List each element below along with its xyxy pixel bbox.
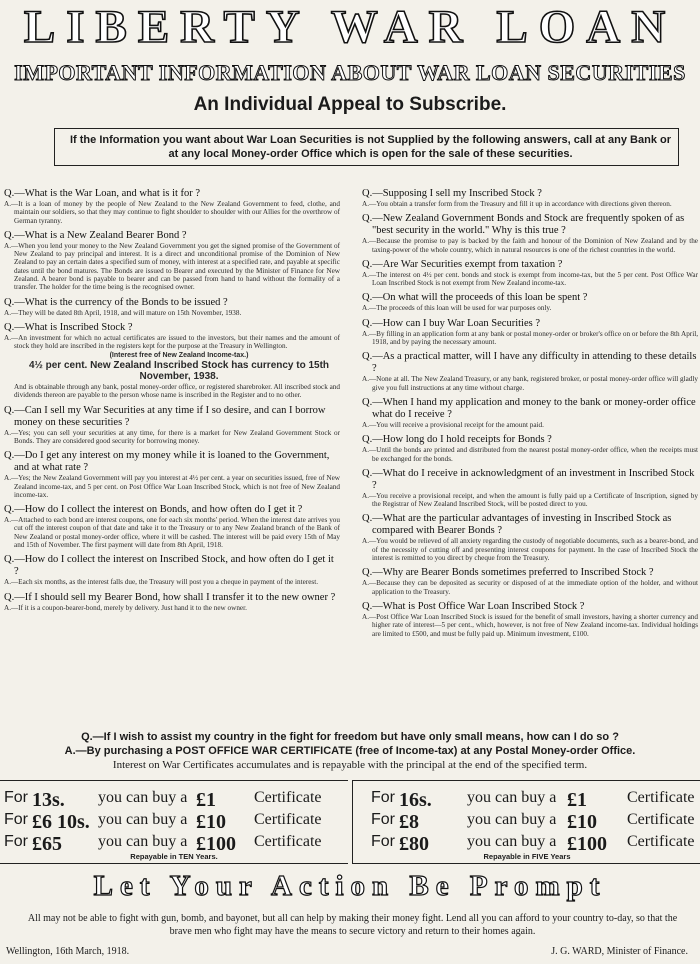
qa-item xyxy=(362,292,698,312)
cert-for-label: For xyxy=(4,789,28,806)
slogan-heading: Let Your Action Be Prompt xyxy=(93,870,607,902)
cert-price: £80 xyxy=(399,833,429,855)
question-text: Q.—New Zealand Government Bonds and Stock are frequently spoken of as "best security in the world." Why is this true ? xyxy=(362,213,685,237)
qa-item xyxy=(4,405,340,446)
certificate-row xyxy=(0,789,348,811)
cert-label: Certificate xyxy=(627,811,695,828)
answer-text: A.—If it is a coupon-bearer-bond, merely by delivery. Just hand it to the new owner. xyxy=(4,603,247,612)
question-text: Q.—Why are Bearer Bonds sometimes preferred to Inscribed Stock ? xyxy=(362,567,654,579)
dateline: Wellington, 16th March, 1918. xyxy=(6,946,130,957)
answer-text: A.—You obtain a transfer form from the Treasury and fill it up in accordance with directions given thereon. xyxy=(362,200,672,208)
cert-label: Certificate xyxy=(627,833,695,850)
qa-item xyxy=(362,601,698,638)
poster-title: LIBERTY WAR LOAN xyxy=(23,1,677,53)
qa-item xyxy=(4,504,340,549)
certificate-row xyxy=(353,789,700,811)
answer-text: A.—Attached to each bond are interest coupons, one for each six months' period. When the interest date arrives you cut off the interest coupon of that date and take it to the Treasury or to any New Zealand branch of the Bank of New Zealand or postal money-order office, where it will be cashed. The interest will be paid every 15th of May and 15th of November. The first payment will date from 8th April, 1918. xyxy=(4,516,340,550)
question-text: Q.—What is the War Loan, and what is it for ? xyxy=(4,188,201,199)
question-text: Q.—On what will the proceeds of this loan be spent ? xyxy=(362,292,588,304)
cert-for-label: For xyxy=(4,811,28,828)
cert-price: 13s. xyxy=(32,789,65,811)
tax-free-note: (Interest free of New Zealand Income-tax.) xyxy=(109,351,249,359)
answer-text: A.—Yes; you can sell your securities at any time, for there is a market for New Zealand Government Stock or Bonds. They are considered good security for borrowing money. xyxy=(4,428,340,445)
cert-price: £6 10s. xyxy=(32,811,90,833)
repayable-term: Repayable in TEN Years. xyxy=(130,852,218,861)
cert-value: £10 xyxy=(196,811,226,833)
question-text: Q.—When I hand my application and money to the bank or money-order office what do I receive ? xyxy=(362,396,696,420)
cert-label: Certificate xyxy=(254,789,322,806)
closing-appeal: All may not be able to fight with gun, bomb, and bayonet, but all can help by making their money fight. Lend all you can afford to your country to-day, so that the brave men who fight may have the means to secure victory and return to their homes again. xyxy=(27,913,678,937)
answer-text: A.—Post Office War Loan Inscribed Stock is issued for the benefit of small investors, having a shorter currency and higher rate of interest—5 per cent., which, however, is not free of New Zealand income-tax. Individual holdings are limited to £500, and must be fully paid up. Minimum investment, £100. xyxy=(362,612,698,638)
inscribed-stock-highlight xyxy=(18,352,340,383)
cert-for-label: For xyxy=(371,811,395,828)
answer-text: A.—The interest on 4½ per cent. bonds and stock is exempt from income-tax, but the 5 per cent. Post Office War Loan Inscribed Stock is not exempt from New Zealand income-tax. xyxy=(362,270,698,288)
answer-text: A.—You would be relieved of all anxiety regarding the custody of negotiable documents, such as a bearer-bond, and of the necessity of cutting off and presenting interest coupons for payment. In the case of Inscribed Stock the interest is remitted to you direct by cheque from the Treasury. xyxy=(362,537,698,563)
qa-item xyxy=(362,434,698,463)
qa-item xyxy=(362,397,698,429)
small-means-question: Q.—If I wish to assist my country in the fight for freedom but have only small means, how can I do so ? xyxy=(81,731,619,743)
cert-buy-text: you can buy a xyxy=(467,811,557,828)
answer-text: A.—None at all. The New Zealand Treasury, or any bank, registered broker, or postal money-order office will gladly give you full instructions at any time without charge. xyxy=(362,375,698,392)
cert-for-label: For xyxy=(4,833,28,850)
cert-for-label: For xyxy=(371,789,395,806)
answer-continued: And is obtainable through any bank, postal money-order office, or registered sharebroker. All inscribed stock and dividends thereon are payable to the person whose name is inscribed in the Register and to no other. xyxy=(14,383,340,400)
qa-item xyxy=(362,259,698,288)
repayable-term: Repayable in FIVE Years xyxy=(483,852,571,861)
cert-value: £10 xyxy=(567,811,597,833)
answer-text: A.—Until the bonds are printed and distributed from the nearest postal money-order office, when the receipts must be exchanged for the bonds. xyxy=(362,446,698,463)
question-text: Q.—What is Post Office War Loan Inscribed Stock ? xyxy=(362,600,585,612)
right-qa-column xyxy=(362,188,698,643)
cert-buy-text: you can buy a xyxy=(467,833,557,850)
answer-text: A.—Because the promise to pay is backed by the faith and honour of the Dominion of New Zealand and by the taxing-power of the whole country, which in natural resources is one of the richest countries in the world. xyxy=(362,237,698,254)
cert-value: £1 xyxy=(567,789,587,811)
cert-buy-text: you can buy a xyxy=(467,789,557,806)
small-means-section xyxy=(0,730,700,758)
question-text: Q.—Do I get any interest on my money while it is loaned to the Government, and at what rate ? xyxy=(4,450,330,474)
qa-item xyxy=(4,188,340,225)
cert-label: Certificate xyxy=(254,833,322,850)
answer-text: A.—It is a loan of money by the people of New Zealand to the New Zealand Government to feed, clothe, and maintain our soldiers, so that they may continue to fight shoulder to shoulder with our Allies for the overthrow of German tyranny. xyxy=(4,200,340,225)
answer-text: A.—When you lend your money to the New Zealand Government you get the signed promise of the Government of New Zealand to pay principal and interest. It is a direct and unconditional promise of the Dominion of New Zealand to pay an certain dates a specified sum of money, with interest at a specified rate, and payable at specific dates until the bond matures. The Bonds are issued to Bearer and executed by the Minister of Finance for New Zealand. A bearer bond is payable to bearer and can be passed from hand to hand without the formality of a transfer. The holder for the time being is the recognised owner. xyxy=(4,241,340,292)
answer-text: A.—They will be dated 8th April, 1918, and will mature on 15th November, 1938. xyxy=(4,308,242,317)
cert-price: £65 xyxy=(32,833,62,855)
qa-item xyxy=(4,322,340,400)
five-year-certificates xyxy=(352,780,700,864)
certificate-interest-note: Interest on War Certificates accumulates and is repayable with the principal at the end of the specified term. xyxy=(112,759,588,771)
answer-text: A.—By filling in an application form at any bank or postal money-order or broker's office on or before the 8th April, 1918, and by paying the necessary amount. xyxy=(362,329,698,347)
cert-price: £8 xyxy=(399,811,419,833)
qa-item xyxy=(362,188,698,208)
question-text: Q.—How long do I hold receipts for Bonds ? xyxy=(362,434,552,446)
cert-value: £100 xyxy=(196,833,236,855)
cert-label: Certificate xyxy=(627,789,695,806)
answer-text: A.—Yes; the New Zealand Government will pay you interest at 4½ per cent. a year on securities issued, free of New Zealand income-tax, and 5 per cent. on Post Office War Loan Inscribed Stock, which is not free of New Zealand income-tax. xyxy=(4,474,340,499)
answer-text: A.—You will receive a provisional receipt for the amount paid. xyxy=(362,420,544,429)
question-text: Q.—How do I collect the interest on Bonds, and how often do I get it ? xyxy=(4,504,303,516)
certificate-row xyxy=(0,811,348,833)
small-means-answer: A.—By purchasing a POST OFFICE WAR CERTIFICATE (free of Income-tax) at any Postal Money-order Office. xyxy=(64,745,636,757)
currency-highlight: 4½ per cent. New Zealand Inscribed Stock has currency to 15th November, 1938. xyxy=(28,360,330,383)
question-text: Q.—Are War Securities exempt from taxation ? xyxy=(362,258,563,270)
qa-item xyxy=(362,318,698,347)
question-text: Q.—What is a New Zealand Bearer Bond ? xyxy=(4,229,187,241)
cert-buy-text: you can buy a xyxy=(98,811,188,828)
left-qa-column xyxy=(4,188,340,617)
cert-label: Certificate xyxy=(254,811,322,828)
answer-text: A.—You receive a provisional receipt, and when the amount is fully paid up a Certificate of Inscription, signed by the Registrar of New Zealand Inscribed Stock, will be posted direct to you. xyxy=(362,491,698,509)
qa-item xyxy=(4,297,340,317)
qa-item xyxy=(4,554,340,586)
qa-item xyxy=(4,450,340,499)
answer-text: A.—An investment for which no actual certificates are issued to the investors, but their names and the amount of stock they hold are inscribed in the registers kept for the purpose at the Treasury in Wellington. xyxy=(4,333,340,351)
question-text: Q.—If I should sell my Bearer Bond, how shall I transfer it to the new owner ? xyxy=(4,591,336,603)
question-text: Q.—What is the currency of the Bonds to be issued ? xyxy=(4,296,228,308)
certificate-row xyxy=(353,811,700,833)
qa-item xyxy=(362,513,698,562)
cert-for-label: For xyxy=(371,833,395,850)
cert-value: £1 xyxy=(196,789,216,811)
poster-subtitle: IMPORTANT INFORMATION ABOUT WAR LOAN SECURITIES xyxy=(14,60,686,85)
appeal-heading: An Individual Appeal to Subscribe. xyxy=(193,94,507,115)
question-text: Q.—What are the particular advantages of investing in Inscribed Stock as compared with Bearer Bonds ? xyxy=(362,513,672,537)
question-text: Q.—What do I receive in acknowledgment of an investment in Inscribed Stock ? xyxy=(362,467,695,491)
qa-item xyxy=(362,213,698,254)
answer-text: A.—Each six months, as the interest falls due, the Treasury will post you a cheque in payment of the interest. xyxy=(4,578,318,587)
question-text: Q.—Supposing I sell my Inscribed Stock ? xyxy=(362,188,542,199)
question-text: Q.—Can I sell my War Securities at any time if I so desire, and can I borrow money on these securities ? xyxy=(4,404,326,428)
answer-text: A.—Because they can be deposited as security or disposed of at the immediate option of the holder, and without application to the Treasury. xyxy=(362,579,698,596)
cert-price: 16s. xyxy=(399,789,432,811)
cert-value: £100 xyxy=(567,833,607,855)
qa-item xyxy=(362,567,698,596)
ten-year-certificates xyxy=(0,780,348,864)
question-text: Q.—As a practical matter, will I have any difficulty in attending to these details ? xyxy=(362,351,697,375)
question-text: Q.—How do I collect the interest on Inscribed Stock, and how often do I get it ? xyxy=(4,554,334,578)
question-text: Q.—What is Inscribed Stock ? xyxy=(4,321,133,333)
answer-text: A.—The proceeds of this loan will be used for war purposes only. xyxy=(362,304,552,313)
qa-item xyxy=(362,351,698,392)
info-notice-box: If the Information you want about War Loan Securities is not Supplied by the following answers, call at any Bank or at any local Money-order Office which is open for the sale of these securities. xyxy=(54,128,679,166)
qa-item xyxy=(4,592,340,612)
cert-buy-text: you can buy a xyxy=(98,789,188,806)
minister-signature: J. G. WARD, Minister of Finance. xyxy=(551,946,688,957)
qa-item xyxy=(4,230,340,292)
qa-item xyxy=(362,468,698,509)
question-text: Q.—How can I buy War Loan Securities ? xyxy=(362,317,540,329)
cert-buy-text: you can buy a xyxy=(98,833,188,850)
